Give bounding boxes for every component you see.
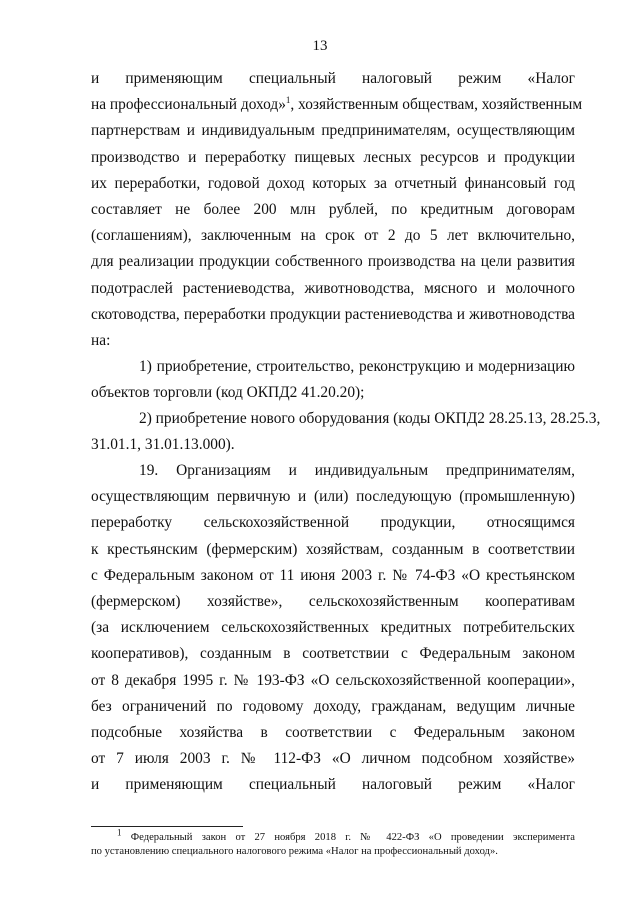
text-line: партнерствам и индивидуальным предпринимателям, осуществляющим — [91, 122, 575, 140]
footnote — [91, 827, 575, 859]
paragraph-continuation — [91, 66, 583, 354]
text-line: скотоводства, переработки продукции растениеводства и животноводства — [91, 305, 575, 323]
footnote-separator — [91, 826, 243, 827]
footnote-line: по установлению специального налогового режима «Налог на профессиональный доход». — [91, 846, 498, 857]
footnote-text: Федеральный закон от 27 ноября 2018 г. № 422-ФЗ «О проведении эксперимента — [130, 832, 575, 843]
footnote-line — [91, 827, 575, 845]
text-line: (за исключением сельскохозяйственных кредитных потребительских — [91, 619, 575, 637]
text-line: без ограничений по годовому доходу, гражданам, ведущим личные — [91, 697, 575, 715]
text-line: от 8 декабря 1995 г. № 193-ФЗ «О сельскохозяйственной кооперации», — [91, 671, 575, 689]
text-line: кооперативов), созданным в соответствии с Федеральным законом — [91, 645, 575, 663]
text-line: подотраслей растениеводства, животноводства, мясного и молочного — [91, 279, 575, 297]
text-line: 31.01.1, 31.01.13.000). — [91, 436, 235, 454]
text-line: к крестьянским (фермерским) хозяйствам, созданным в соответствии — [91, 540, 575, 558]
text-fragment: , хозяйственным обществам, хозяйственным — [290, 96, 583, 114]
paragraph-item-2 — [91, 406, 601, 458]
text-line: объектов торговли (код ОКПД2 41.20.20); — [91, 384, 365, 402]
text-line: 1) приобретение, строительство, реконструкцию и модернизацию — [139, 358, 575, 375]
text-line: 19. Организациям и индивидуальным предпринимателям, — [139, 462, 575, 479]
text-line: и применяющим специальный налоговый режим «Налог — [91, 776, 575, 794]
text-line: для реализации продукции собственного производства на цели развития — [91, 253, 575, 271]
text-line: на: — [91, 332, 111, 350]
text-line: осуществляющим первичную и (или) последующую (промышленную) — [91, 488, 575, 506]
text-line: их переработки, годовой доход которых за отчетный финансовый год — [91, 174, 575, 192]
text-line: 2) приобретение нового оборудования (коды ОКПД2 28.25.13, 28.25.3, — [139, 410, 601, 427]
text-line: от 7 июля 2003 г. № 112-ФЗ «О личном подсобном хозяйстве» — [91, 750, 575, 768]
page-number: 13 — [312, 38, 328, 54]
footnote-marker: 1 — [117, 827, 122, 838]
paragraph-item-19 — [91, 458, 575, 799]
text-line: и применяющим специальный налоговый режим «Налог — [91, 70, 575, 87]
text-line: производство и переработку пищевых лесных ресурсов и продукции — [91, 148, 575, 166]
text-fragment: на профессиональный доход» — [91, 96, 286, 114]
text-line-with-footnote-ref — [91, 92, 583, 118]
text-line: (фермерском) хозяйстве», сельскохозяйственным кооперативам — [91, 593, 575, 611]
paragraph-item-1 — [91, 354, 575, 406]
text-line: подсобные хозяйства в соответствии с Федеральным законом — [91, 724, 575, 742]
text-line: переработку сельскохозяйственной продукции, относящимся — [91, 514, 575, 532]
text-line: (соглашениям), заключенным на срок от 2 до 5 лет включительно, — [91, 227, 575, 245]
footnote-reference[interactable]: 1 — [285, 95, 291, 106]
text-line: составляет не более 200 млн рублей, по кредитным договорам — [91, 201, 575, 219]
text-line: с Федеральным законом от 11 июня 2003 г. № 74-ФЗ «О крестьянском — [91, 566, 575, 584]
